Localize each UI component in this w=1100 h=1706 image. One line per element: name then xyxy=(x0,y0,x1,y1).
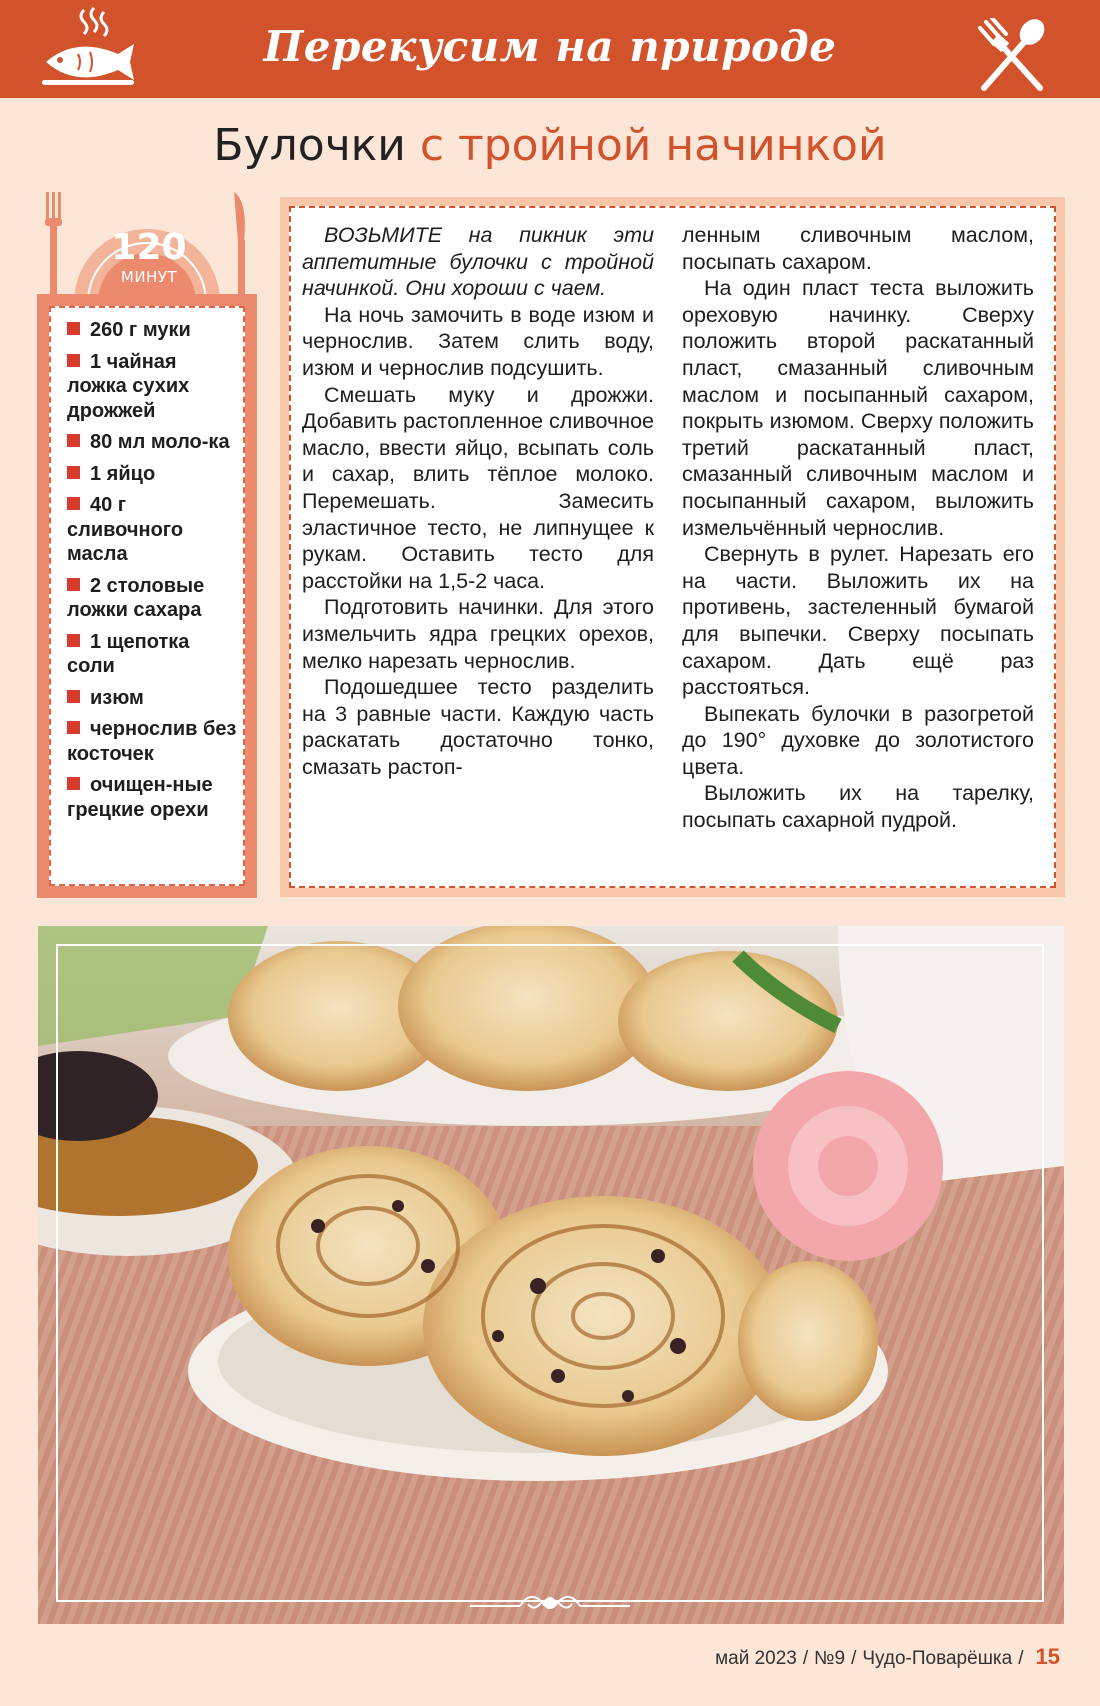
square-bullet-icon xyxy=(67,497,80,510)
ingredient-item: чернослив без косточек xyxy=(67,718,237,765)
ingredient-item: 1 яйцо xyxy=(67,462,237,487)
step-paragraph: Выпекать булочки в разогретой до 190° духовке до золотистого цвета. xyxy=(682,701,1034,779)
instructions-card xyxy=(289,206,1056,888)
recipe-title-accent: с тройной начинкой xyxy=(419,120,887,171)
square-bullet-icon xyxy=(67,777,80,790)
magazine-name: Чудо-Поварёшка xyxy=(862,1648,1013,1669)
ingredients-card xyxy=(49,306,245,886)
step-paragraph: Смешать муку и дрожжи. Добавить растопленное сливочное масло, ввести яйцо, всыпать соль и сахар, влить тёплое молоко. Перемешать. Замесить эластичное тесто, не липнущее к рукам. Оставить тесто для расстойки на 1,5-2 часа. xyxy=(302,382,654,593)
page-footer: май 2023 / №9 / Чудо-Поварёшка / 15 xyxy=(715,1644,1060,1669)
food-photo xyxy=(38,926,1064,1624)
instructions-panel xyxy=(280,197,1065,897)
section-title: Перекусим на природе xyxy=(263,22,837,71)
square-bullet-icon xyxy=(67,434,80,447)
ingredient-item: 1 чайная ложка сухих дрожжей xyxy=(67,350,190,422)
instructions-column-2 xyxy=(682,222,1034,834)
square-bullet-icon xyxy=(67,721,80,734)
ingredients-panel xyxy=(37,294,257,898)
ingredient-item: 40 г сливочного масла xyxy=(67,494,184,565)
step-paragraph: На ночь замочить в воде изюм и чернослив. Затем слить воду, изюм и чернослив подсушить. xyxy=(302,302,654,380)
square-bullet-icon xyxy=(67,466,80,479)
ingredient-item: 2 столовые ложки сахара xyxy=(67,574,205,621)
ingredient-item: очищен-ные грецкие орехи xyxy=(67,774,213,821)
ingredient-item: 80 мл моло-ка xyxy=(67,430,237,455)
intro-paragraph: ВОЗЬМИТЕ на пикник эти аппетитные булочки с тройной начинкой. Они хороши с чаем. xyxy=(302,223,654,301)
issue-date: май 2023 xyxy=(715,1648,797,1669)
instructions-column-1 xyxy=(302,222,654,780)
recipe-title xyxy=(0,116,1100,176)
ornament-icon xyxy=(470,1586,630,1616)
page-number: 15 xyxy=(1035,1644,1060,1669)
step-paragraph: Свернуть в рулет. Нарезать его на части. Выложить их на противень, застеленный бумагой для выпечки. Сверху посыпать сахаром. Дать ещё раз расстояться. xyxy=(682,542,1034,700)
square-bullet-icon xyxy=(67,634,80,647)
ingredients-list xyxy=(67,318,237,822)
ingredient-item: изюм xyxy=(67,686,237,711)
step-paragraph: Подготовить начинки. Для этого измельчить ядра грецких орехов, мелко нарезать чернослив. xyxy=(302,595,654,673)
square-bullet-icon xyxy=(67,322,80,335)
step-paragraph: Подошедшее тесто разделить на 3 равные части. Каждую часть раскатать достаточно тонко, смазать растоп- xyxy=(302,675,654,779)
square-bullet-icon xyxy=(67,690,80,703)
step-paragraph-continued: ленным сливочным маслом, посыпать сахаром. xyxy=(682,223,1034,274)
issue-number: №9 xyxy=(814,1648,846,1669)
square-bullet-icon xyxy=(67,354,80,367)
step-paragraph: На один пласт теста выложить ореховую начинку. Сверху положить второй раскатанный пласт, смазанный сливочным маслом и посыпанный сахаром, покрыть изюмом. Сверху положить третий раскатанный пласт, смазанный сливочным маслом и посыпанный сахаром, выложить измельчённый чернослив. xyxy=(682,276,1034,540)
cooking-time-unit: МИНУТ xyxy=(120,268,178,286)
fork-and-spoon-icon xyxy=(974,18,1050,94)
recipe-title-main: Булочки xyxy=(213,120,406,171)
food-photo-illustration xyxy=(38,926,1064,1624)
square-bullet-icon xyxy=(67,578,80,591)
ingredient-item: 260 г муки xyxy=(67,318,237,343)
cooking-time-value: 120 xyxy=(111,227,187,268)
step-paragraph: Выложить их на тарелку, посыпать сахарной пудрой. xyxy=(682,781,1034,833)
ingredient-item: 1 щепотка соли xyxy=(67,630,190,677)
section-header xyxy=(0,0,1100,98)
